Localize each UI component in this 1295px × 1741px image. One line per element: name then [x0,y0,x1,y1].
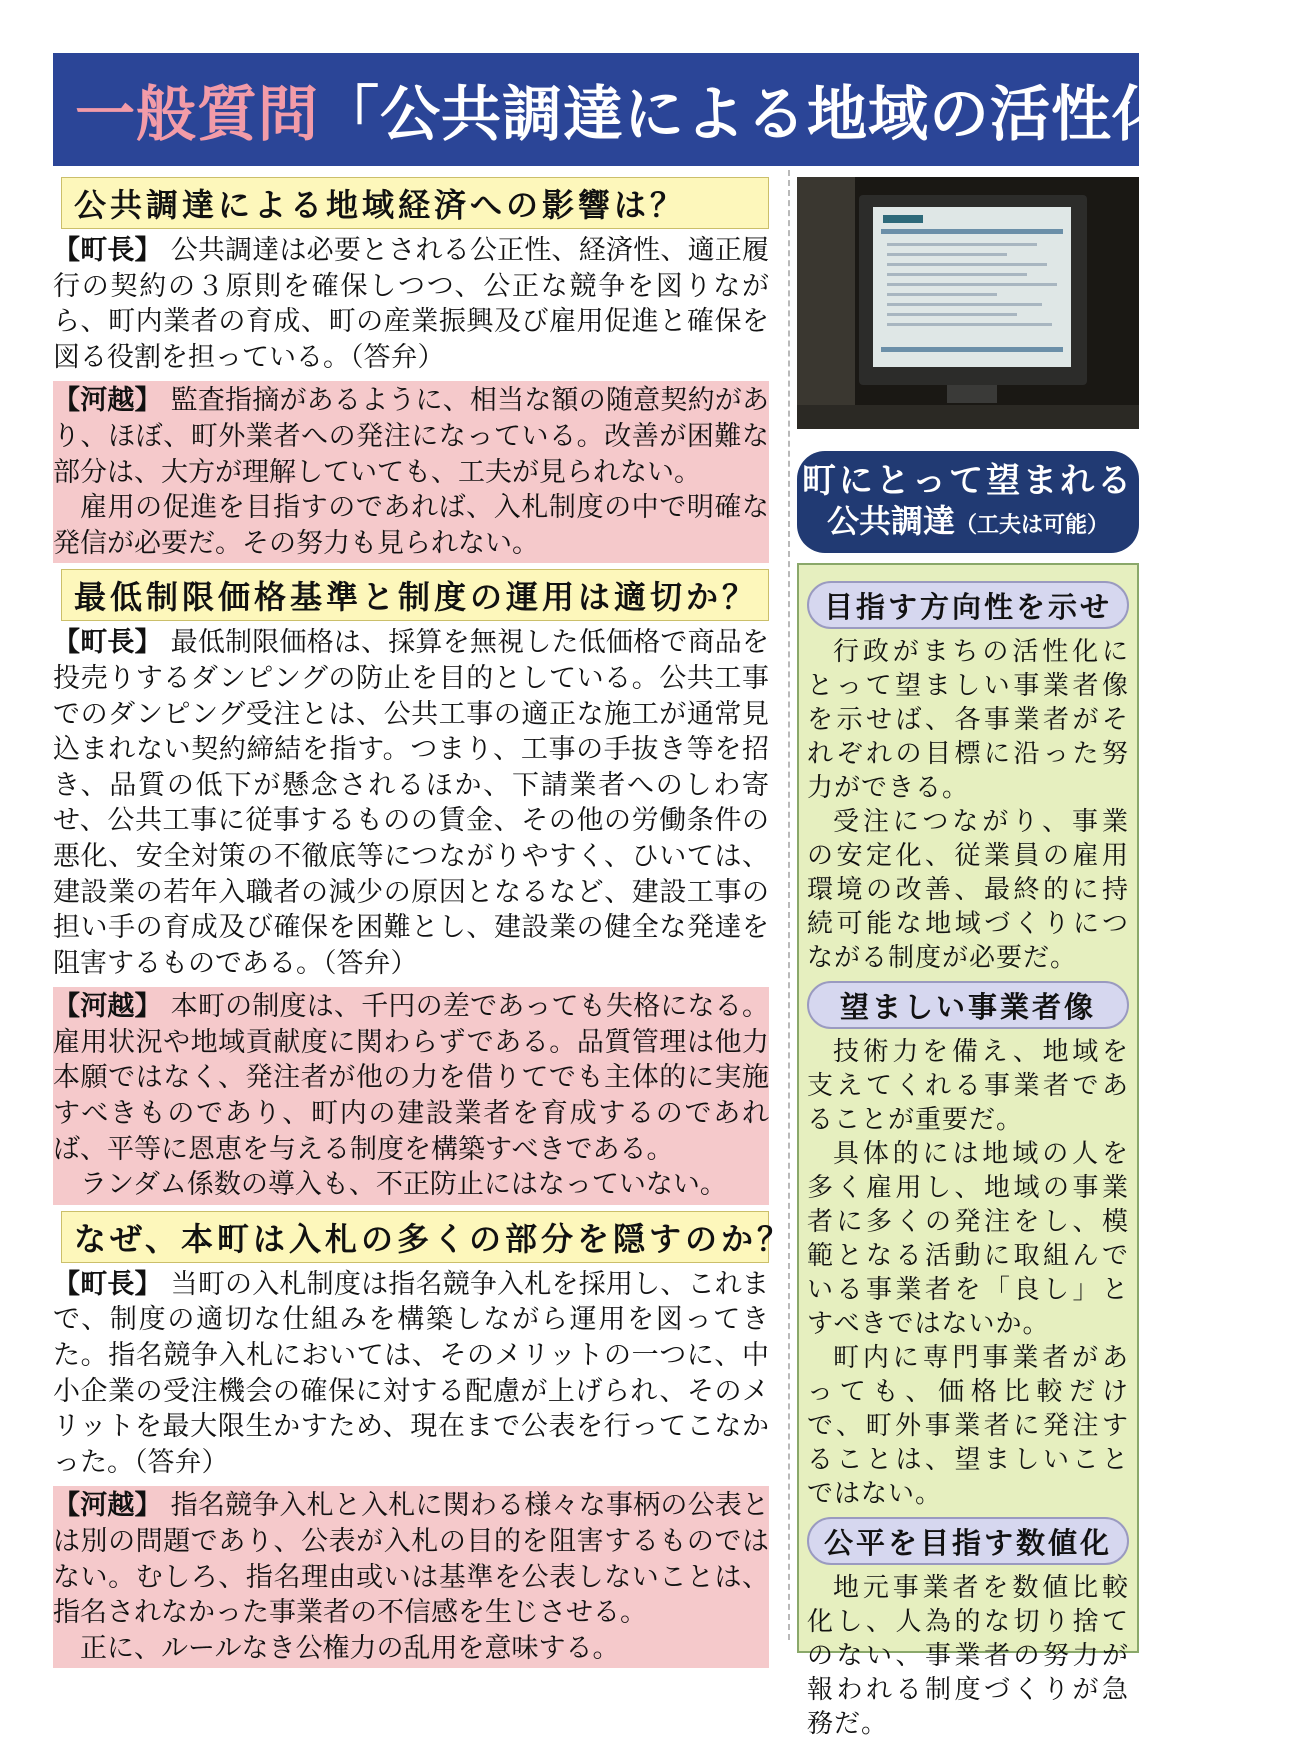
column-divider [788,170,790,1640]
sidebar-title-note: （工夫は可能） [955,513,1110,538]
kawagoe-text-2: ランダム係数の導入も、不正防止にはなっていない。 [80,1169,727,1201]
question-2-heading: 最低制限価格基準と制度の運用は適切か？ [61,569,769,621]
photo-screen [873,207,1071,367]
kawagoe-text: 監査指摘があるように、相当な額の随意契約があり、ほぼ、町外業者への発注になっている。改善が困難な部分は、大方が理解していても、工夫が見られない。 [53,385,770,488]
question-2-mayor-answer [53,621,769,987]
proposal-paragraph: 地元事業者を数値比較化し、人為的な切り捨てのない、事業者の努力が報われる制度づくりが急務だ。 [807,1573,1129,1739]
question-1-kawagoe-remark [53,381,769,563]
question-3-kawagoe-remark [53,1486,769,1668]
question-1-heading: 公共調達による地域経済への影響は？ [61,177,769,229]
kawagoe-tag: 【河越】 [53,385,162,417]
kawagoe-text-2: 雇用の促進を目指すのであれば、入札制度の中で明確な発信が必要だ。その努力も見られない。 [53,492,769,559]
kawagoe-text: 本町の制度は、千円の差であっても失格になる。雇用状況や地域貢献度に関わらずである。品質管理は他力本願ではなく、発注者が他の力を借りてでも主体的に実施すべきものであり、町内の建設業者を育成するのであれば、平等に恩恵を与える制度を構築すべきである。 [53,991,769,1165]
photo-wall [797,177,855,429]
proposal-heading-quantification: 公平を目指す数値化 [807,1517,1129,1565]
proposal-paragraph: 受注につながり、事業の安定化、従業員の雇用環境の改善、最終的に持続可能な地域づくりにつながる制度が必要だ。 [807,807,1129,973]
mayor-text: 当町の入札制度は指名競争入札を採用し、これまで、制度の適切な仕組みを構築しながら運用を図ってきた。指名競争入札においては、そのメリットの一つに、中小企業の受注機会の確保に対する配慮が上げられ、そのメリットを最大限生かすため、現在まで公表を行ってこなかった。（答弁） [53,1268,770,1478]
kawagoe-text: 指名競争入札と入札に関わる様々な事柄の公表とは別の問題であり、公表が入札の目的を阻害するものではない。むしろ、指名理由或いは基準を公表しないことは、指名されなかった事業者の不信感を生じさせる。 [53,1490,770,1629]
kawagoe-text-2: 正に、ルールなき公権力の乱用を意味する。 [80,1632,620,1664]
mayor-text: 最低制限価格は、採算を無視した低価格で商品を投売りするダンピングの防止を目的としている。公共工事でのダンピング受注とは、公共工事の適正な施工が通常見込まれない契約締結を指す。つまり、工事の手抜き等を招き、品質の低下が懸念されるほか、下請業者へのしわ寄せ、公共工事に従事するものの賃金、その他の労働条件の悪化、安全対策の不徹底等につながりやすく、ひいては、建設業の若年入職者の減少の原因となるなど、建設工事の担い手の育成及び確保を困難とし、建設業の健全な発達を阻害するものである。（答弁） [53,627,770,979]
mayor-text: 公共調達は必要とされる公正性、経済性、適正履行の契約の３原則を確保しつつ、公正な競争を図りながら、町内業者の育成、町の産業振興及び雇用促進と確保を図る役割を担っている。（答弁） [53,235,770,373]
right-column [797,177,1139,1739]
sidebar-title-line-2: 公共調達（工夫は可能） [826,502,1110,540]
proposal-paragraph: 町内に専門事業者があっても、価格比較だけで、町外事業者に発注することは、望ましいことではない。 [807,1343,1129,1509]
proposal-paragraph: 技術力を備え、地域を支えてくれる事業者であることが重要だ。 [807,1037,1129,1135]
proposal-box [797,563,1139,1739]
kawagoe-tag: 【河越】 [53,991,162,1023]
proposal-heading-direction: 目指す方向性を示せ [807,581,1129,629]
mayor-tag: 【町長】 [53,1268,162,1300]
photo-desk [797,405,1139,429]
sidebar-title-line-1: 町にとって望まれる [801,461,1135,501]
proposal-paragraph: 具体的には地域の人を多く雇用し、地域の事業者に多くの発注をし、模範となる活動に取組んでいる事業者を「良し」とすべきではないか。 [807,1139,1129,1339]
computer-monitor-photo [797,177,1139,429]
mayor-tag: 【町長】 [53,627,162,659]
title-prefix: 一般質問 [75,79,319,150]
photo-monitor-stand [947,385,997,403]
page-title-banner [53,53,1295,166]
kawagoe-tag: 【河越】 [53,1490,162,1522]
mayor-tag: 【町長】 [53,235,162,266]
proposal-paragraph: 行政がまちの活性化にとって望ましい事業者像を示せば、各事業者がそれぞれの目標に沿った努力ができる。 [807,637,1129,803]
question-2-kawagoe-remark [53,987,769,1205]
question-3-heading: なぜ、本町は入札の多くの部分を隠すのか？ [61,1211,769,1263]
left-column [53,177,794,1674]
sidebar-title-pill [797,451,1139,553]
title-main: 「公共調達による地域の活性化策」 [319,79,1295,150]
proposal-heading-ideal-business: 望ましい事業者像 [807,981,1129,1029]
question-3-mayor-answer [53,1263,769,1487]
question-1-mayor-answer [53,229,769,381]
